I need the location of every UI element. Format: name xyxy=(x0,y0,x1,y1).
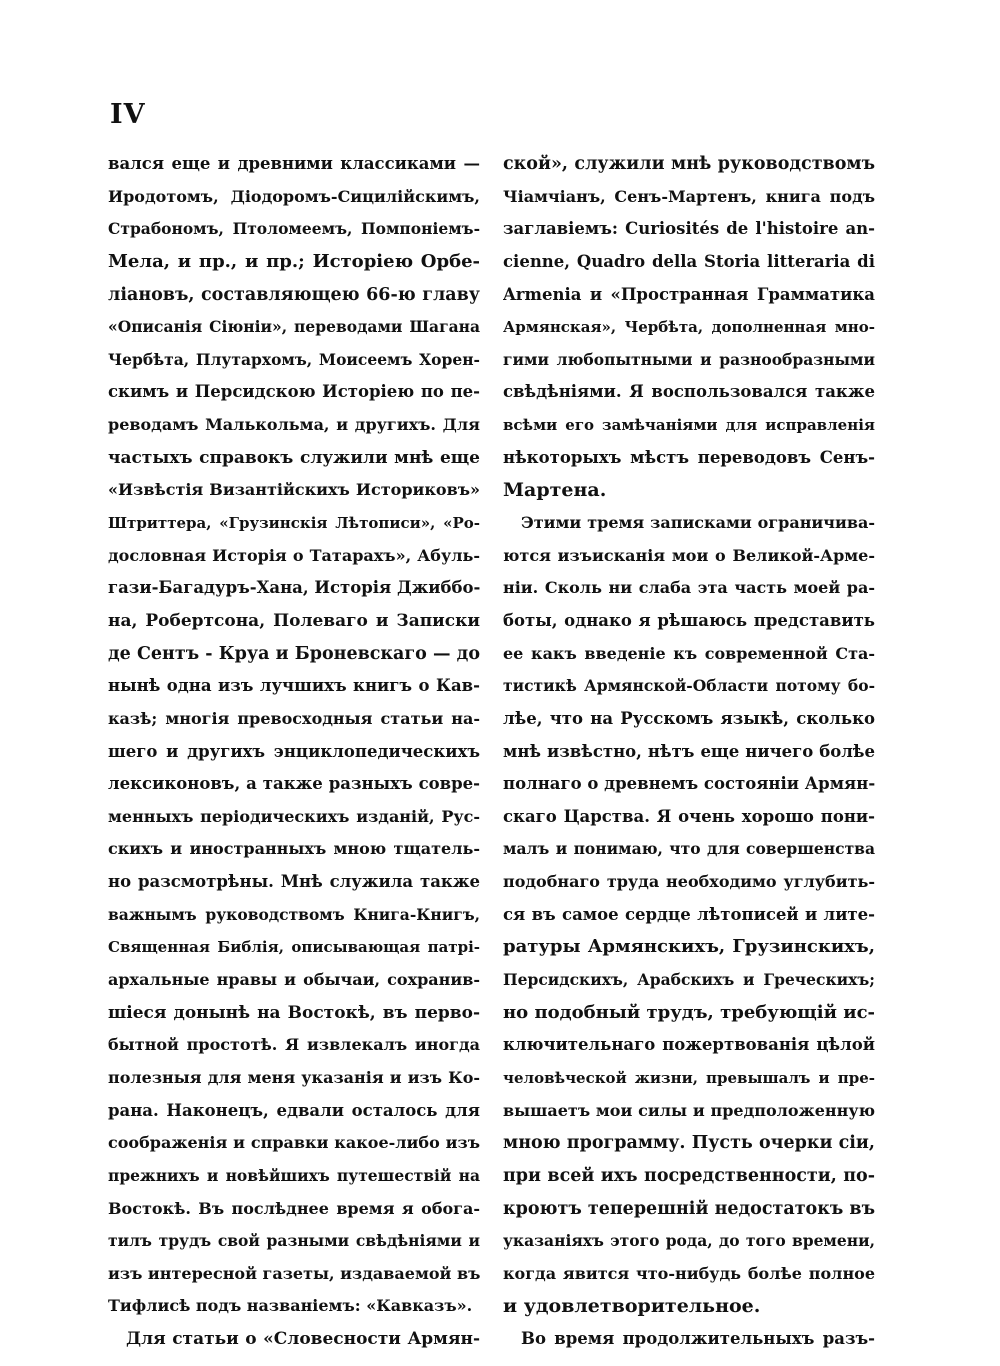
left-text-column xyxy=(108,148,480,1356)
text-line: Тифлисѣ подъ названіемъ: «Кавказъ». xyxy=(108,1296,473,1316)
text-line: мнѣ извѣстно, нѣтъ еще ничего болѣе xyxy=(503,741,875,761)
text-line: полнаго о древнемъ состояніи Армян- xyxy=(503,774,875,794)
text-line: гази-Багадуръ-Хана, Исторія Джиббо- xyxy=(108,578,480,598)
text-line: всѣми его замѣчаніями для исправленія xyxy=(503,416,875,435)
text-line: Иродотомъ, Діодоромъ-Сицилійскимъ, xyxy=(108,186,480,206)
text-line: Штриттера, «Грузинскія Лѣтописи», «Ро- xyxy=(108,514,480,533)
text-line: малъ и понимаю, что для совершенства xyxy=(503,839,875,859)
text-line: нынѣ одна изъ лучшихъ книгъ о Кав- xyxy=(108,676,480,696)
text-line: ской», служили мнѣ руководствомъ xyxy=(503,154,875,174)
text-line: ніи. Сколь ни слаба эта часть моей ра- xyxy=(503,578,875,598)
text-line: Страбономъ, Птоломеемъ, Помпоніемъ- xyxy=(108,219,480,239)
text-line: ратуры Армянскихъ, Грузинскихъ, xyxy=(503,936,875,958)
text-line: человѣческой жизни, превышалъ и пре- xyxy=(503,1068,875,1087)
text-line: архальные нравы и обычаи, сохранив- xyxy=(108,970,480,990)
text-line: скаго Царства. Я очень хорошо пони- xyxy=(503,806,875,826)
text-line: cienne, Quadro della Storia litteraria di xyxy=(503,251,875,271)
text-line: ются изъисканія мои о Великой-Арме- xyxy=(503,545,875,565)
text-line: дословная Исторія о Татарахъ», Абуль- xyxy=(108,545,480,565)
text-line: Для статьи о «Словесности Армян- xyxy=(126,1329,480,1350)
text-line: частыхъ справокъ служили мнѣ еще xyxy=(108,447,480,468)
text-line: Во время продолжительныхъ разъ- xyxy=(521,1329,875,1349)
text-line: тистикѣ Армянской-Области потому бо- xyxy=(503,676,875,696)
text-line: вышаетъ мои силы и предположенную xyxy=(503,1100,875,1120)
text-line: тилъ трудъ свой разными свѣдѣніями и xyxy=(108,1231,480,1251)
text-line: на, Робертсона, Полеваго и Записки xyxy=(108,610,480,631)
text-line: Чіамчіанъ, Сенъ-Мартенъ, книга подъ xyxy=(503,186,875,206)
text-line: важнымъ руководствомъ Книга-Книгъ, xyxy=(108,904,480,924)
text-line: прежнихъ и новѣйшихъ путешествій на xyxy=(108,1165,480,1185)
text-line: при всей ихъ посредственности, по- xyxy=(503,1165,875,1186)
text-line: менныхъ періодическихъ изданій, Рус- xyxy=(108,806,480,826)
text-line: мною программу. Пусть очерки сіи, xyxy=(503,1133,875,1154)
text-line: боты, однако я рѣшаюсь представить xyxy=(503,610,875,630)
text-line: лексиконовъ, а также разныхъ совре- xyxy=(108,774,480,794)
text-line: Востокѣ. Въ послѣднее время я обога- xyxy=(108,1198,480,1218)
right-text-column xyxy=(503,148,875,1356)
text-line: подобнаго труда необходимо углубить- xyxy=(503,872,875,892)
text-line: ся въ самое сердце лѣтописей и лите- xyxy=(503,904,875,924)
text-line: когда явится что-нибудь болѣе полное xyxy=(503,1263,875,1283)
text-line: реводамъ Малькольма, и другихъ. Для xyxy=(108,415,480,435)
text-line: нѣкоторыхъ мѣстъ переводовъ Сенъ- xyxy=(503,447,875,467)
text-line: но разсмотрѣны. Мнѣ служила также xyxy=(108,872,480,892)
text-line: Армянская», Чербѣта, дополненная мно- xyxy=(503,318,875,337)
text-line: полезныя для меня указанія и изъ Ко- xyxy=(108,1067,480,1087)
text-line: шіеся донынѣ на Востокѣ, въ перво- xyxy=(108,1002,480,1023)
text-line: де Сентъ - Круа и Броневскаго — до xyxy=(108,643,480,664)
text-line: гими любопытными и разнообразными xyxy=(503,349,875,369)
text-line: рана. Наконецъ, едвали осталось для xyxy=(108,1100,480,1120)
text-line: соображенія и справки какое-либо изъ xyxy=(108,1133,480,1153)
text-line: Священная Библія, описывающая патрі- xyxy=(108,938,480,957)
text-line: шего и другихъ энциклопедическихъ xyxy=(108,741,480,761)
text-line: Armenia и «Пространная Грамматика xyxy=(503,284,875,304)
text-line: вался еще и древними классиками — xyxy=(108,154,480,173)
text-line: и удовлетворительное. xyxy=(503,1295,761,1318)
text-line: казѣ; многія превосходныя статьи на- xyxy=(108,708,480,728)
text-line: изъ интересной газеты, издаваемой въ xyxy=(108,1263,480,1283)
text-line: ключительнаго пожертвованія цѣлой xyxy=(503,1035,875,1055)
text-line: ее какъ введеніе къ современной Ста- xyxy=(503,643,875,663)
text-line: скимъ и Персидскою Исторіею по пе- xyxy=(108,382,480,402)
text-line: Чербѣта, Плутархомъ, Моисеемъ Хорен- xyxy=(108,349,480,369)
page-number: IV xyxy=(110,99,146,130)
text-line: «Извѣстія Византійскихъ Историковъ» xyxy=(108,480,480,500)
text-line: кроютъ теперешній недостатокъ въ xyxy=(503,1198,875,1219)
text-line: но подобный трудъ, требующій ис- xyxy=(503,1001,875,1023)
text-line: скихъ и иностранныхъ мною тщатель- xyxy=(108,839,480,859)
text-line: «Описанія Сіюніи», переводами Шагана xyxy=(108,317,480,337)
text-line: ліановъ, составляющею 66-ю главу xyxy=(108,284,480,305)
text-line: Персидскихъ, Арабскихъ и Греческихъ; xyxy=(503,970,875,990)
text-line: лѣе, что на Русскомъ языкѣ, сколько xyxy=(503,708,875,728)
text-line: заглавіемъ: Curiosités de l'histoire an- xyxy=(503,219,875,239)
text-line: бытной простотѣ. Я извлекалъ иногда xyxy=(108,1035,480,1055)
text-line: Мела, и пр., и пр.; Исторіею Орбе- xyxy=(108,250,480,272)
text-line: свѣдѣніями. Я воспользовался также xyxy=(503,382,875,402)
text-line: Мартена. xyxy=(503,479,607,502)
text-line: Этими тремя записками ограничива- xyxy=(521,513,875,533)
text-line: указаніяхъ этого рода, до того времени, xyxy=(503,1231,875,1251)
